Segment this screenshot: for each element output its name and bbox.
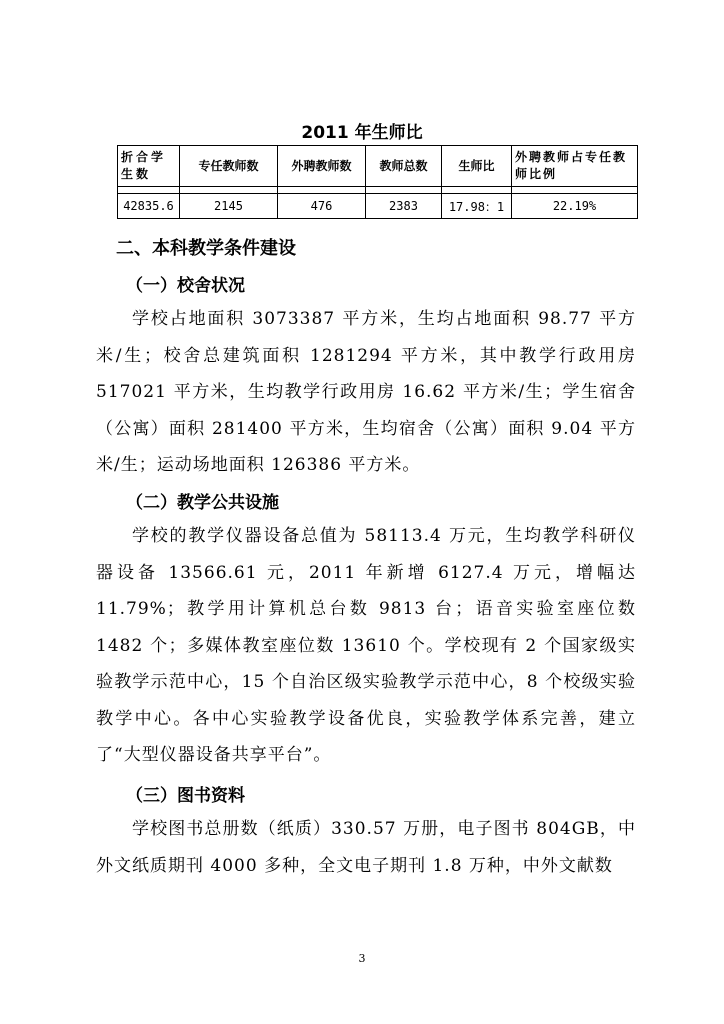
table-cell: 2145: [180, 194, 278, 219]
section-heading: 二、本科教学条件建设: [116, 238, 296, 259]
table-spacer-row: [118, 187, 638, 194]
table-row: [118, 194, 638, 219]
paragraph-library: 学校图书总册数（纸质）330.57 万册，电子图书 804GB，中外文纸质期刊 4000 多种，全文电子期刊 1.8 万种，中外文献数: [96, 819, 636, 876]
table-cell: 42835.6: [118, 194, 180, 219]
header-cell: 教师总数: [366, 146, 442, 187]
header-cell: 折合学生数: [118, 146, 180, 187]
header-cell: 生师比: [442, 146, 512, 187]
subsection-heading-library: （三）图书资料: [126, 786, 245, 806]
table-header-row: [118, 146, 638, 187]
table-title: 2011 年生师比: [301, 123, 423, 143]
table-cell: 17.98：1: [442, 194, 512, 219]
subsection-heading-campus: （一）校舍状况: [126, 276, 245, 296]
table-cell: 22.19%: [512, 194, 638, 219]
paragraph-facilities: 学校的教学仪器设备总值为 58113.4 万元，生均教学科研仪器设备 13566.61 元，2011 年新增 6127.4 万元，增幅达 11.79%；教学用计算机总台数 9813 台；语音实验室座位数 1482 个；多媒体教室座位数 13610 个。学校现有 2 个国家级实验教学示范中心，15 个自治区级实验教学示范中心，8 个校级实验教学中心。各中心实验教学设备优良，实验教学体系完善，建立了“大型仪器设备共享平台”。: [96, 526, 636, 765]
header-cell: 外聘教师占专任教师比例: [512, 146, 638, 187]
student-teacher-ratio-table: [117, 145, 638, 219]
page-number: 3: [358, 952, 366, 965]
table-cell: 476: [278, 194, 366, 219]
header-cell: 外聘教师数: [278, 146, 366, 187]
header-cell: 专任教师数: [180, 146, 278, 187]
subsection-heading-facilities: （二）教学公共设施: [126, 493, 279, 513]
table-cell: 2383: [366, 194, 442, 219]
paragraph-campus: 学校占地面积 3073387 平方米，生均占地面积 98.77 平方米/生；校舍总建筑面积 1281294 平方米，其中教学行政用房 517021 平方米，生均教学行政用房 16.62 平方米/生；学生宿舍（公寓）面积 281400 平方米，生均宿舍（公寓）面积 9.04 平方米/生；运动场地面积 126386 平方米。: [96, 309, 636, 475]
